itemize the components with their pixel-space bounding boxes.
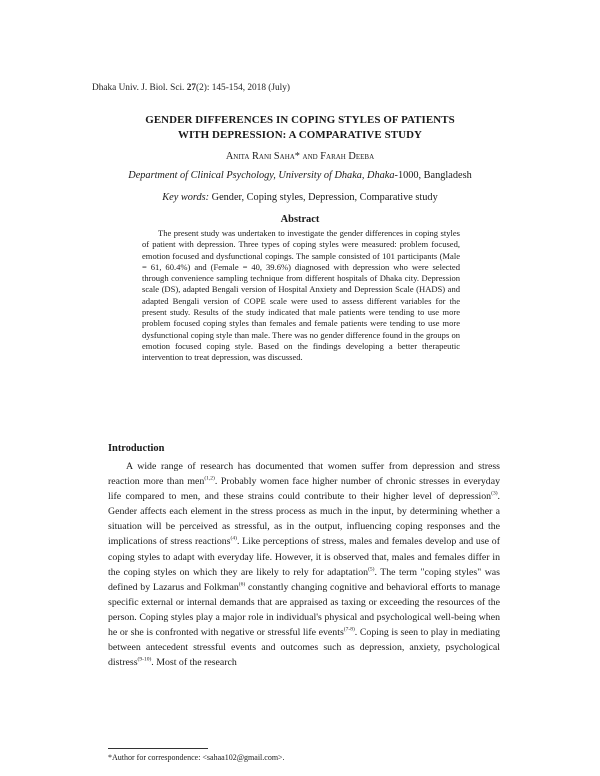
keywords-terms: Gender, Coping styles, Depression, Comparative study (211, 192, 438, 203)
affiliation-location: -1000, Bangladesh (394, 170, 472, 181)
author-2: Farah Deeba (320, 151, 375, 162)
introduction-heading: Introduction (108, 443, 165, 454)
intro-sentence: constantly changing cognitive and behavioral efforts to manage specific external or internal demands that are appraised as taxing or exceeding the resources of the person. Coping styles play a major role in individual's physical and psychological well-being when he or she is confronted with negative or stressful life events (108, 581, 500, 639)
title-line-2: WITH DEPRESSION: A COMPARATIVE STUDY (177, 129, 423, 141)
citation-ref: (9-10) (137, 656, 152, 663)
intro-sentence: . Probably women face higher number of chronic stresses in everyday life compared to men, and these strains could contribute to their higher level of depression (108, 476, 500, 503)
correspondence-footnote: *Author for correspondence: <sahaa102@gmail.com>. (108, 753, 285, 762)
citation-ref: (5) (368, 566, 375, 573)
title-line-1: GENDER DIFFERENCES IN COPING STYLES OF PATIENTS (145, 114, 455, 126)
journal-prefix: Dhaka Univ. J. Biol. Sci. (92, 83, 185, 93)
introduction-paragraph (108, 459, 500, 670)
citation-ref: (3) (491, 490, 498, 497)
abstract-body (142, 228, 460, 364)
abstract-heading: Abstract (280, 214, 320, 225)
intro-sentence: . Gender affects each element in the stress process as much in the input, by determining whether a situation will be perceived as stressful, as in the output, influencing coping responses and the implications of stress reactions (108, 491, 500, 548)
affiliation-department: Department of Clinical Psychology, University of Dhaka, Dhaka (128, 170, 395, 181)
footnote-divider (108, 748, 208, 749)
author-list (80, 151, 520, 162)
intro-sentence: . The term "coping styles" was defined by Lazarus and Folkman (108, 566, 501, 593)
intro-sentence: . Most of the research (151, 657, 237, 669)
citation-ref: (6) (238, 581, 246, 588)
introduction-body (108, 459, 500, 670)
intro-sentence: A wide range of research has documented that women suffer from depression and stress reaction more than men (108, 461, 500, 488)
intro-sentence: . Coping is seen to play in mediating between antecedent stressful events and outcomes such as depression, anxiety, psychological distress (108, 627, 501, 669)
citation-ref: (4) (230, 536, 237, 543)
journal-citation (92, 83, 290, 93)
keywords-label: Key words: (162, 192, 210, 203)
journal-issue-pages: (2): 145-154, 2018 (July) (196, 83, 290, 93)
keywords-line (80, 192, 520, 203)
citation-ref: (1,2) (204, 475, 215, 482)
abstract-paragraph: The present study was undertaken to investigate the gender differences in coping styles of patient with depression. Three types of coping styles were measured: problem focused, emotion focused and dysfunctional copings. The sample consisted of 101 participants (Male = 61, 60.4%) and (Female = 40, 39.6%) diagnosed with depression who were selected through convenience sampling technique from different hospitals of Dhaka city. Depression scale (DS), adapted Bengali version of Hospital Anxiety and Depression Scale (HADS) and adapted Bengali version of COPE scale were used to assess different variables for the present study. Results of the study indicated that male patients were tending to use more problem focused coping styles than females and female patients were tending to use more dysfunctional coping style than male. There was no gender difference found in the groups on emotion focused coping style. Based on the findings developing a better therapeutic intervention to treat depression, was discussed. (142, 228, 460, 363)
citation-ref: (7-8) (343, 626, 355, 633)
author-1: Anita Rani Saha* (225, 151, 300, 162)
journal-volume: 27 (186, 83, 196, 93)
intro-sentence: . Like perceptions of stress, males and females develop and use of coping styles to adapt with everyday life. However, it is observed that, males and females differ in the coping styles on which they are likely to rely for adaptation (108, 536, 500, 578)
affiliation (80, 170, 520, 181)
paper-title (80, 113, 520, 143)
author-conjunction: and (302, 151, 318, 162)
